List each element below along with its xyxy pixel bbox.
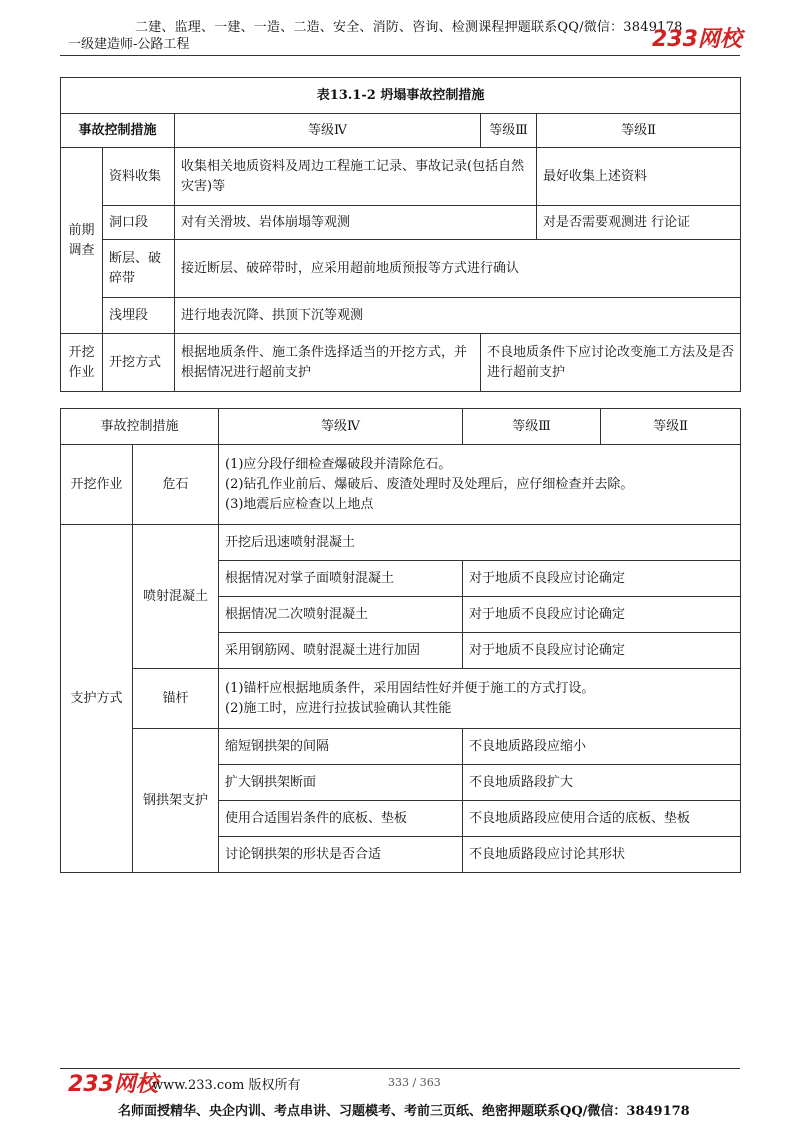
group-excavation: 开挖作业 bbox=[61, 334, 103, 392]
cell-grade-iv: 缩短钢拱架的间隔 bbox=[219, 729, 463, 765]
cell-all-grades: 接近断层、破碎带时，应采用超前地质预报等方式进行确认 bbox=[175, 240, 741, 298]
header-grade-iv: 等级Ⅳ bbox=[219, 409, 463, 445]
list-item: (1)应分段仔细检查爆破段并清除危石。 bbox=[225, 456, 452, 472]
header-measures: 事故控制措施 bbox=[61, 409, 219, 445]
cell-all-grades bbox=[219, 669, 741, 729]
list-item: (2)钻孔作业前后、爆破后、废渣处理时及处理后，应仔细检查并去除。 bbox=[225, 476, 634, 492]
item-anchor: 锚杆 bbox=[133, 669, 219, 729]
cell-grade-ii: 不良地质路段扩大 bbox=[463, 765, 741, 801]
cell-grade-iv: 收集相关地质资料及周边工程施工记录、事故记录(包括自然灾害)等 bbox=[175, 148, 537, 206]
collapse-control-table bbox=[60, 77, 741, 392]
header-grade-iii: 等级Ⅲ bbox=[481, 114, 537, 148]
cell-grade-ii: 不良地质条件下应讨论改变施工方法及是否进行超前支护 bbox=[481, 334, 741, 392]
cell-grade-ii: 对于地质不良段应讨论确定 bbox=[463, 633, 741, 669]
header-ad-line: 二建、监理、一建、一造、二造、安全、消防、咨询、检测课程押题联系QQ/微信：3849178 bbox=[135, 20, 683, 35]
cell-grade-iv: 根据地质条件、施工条件选择适当的开挖方式，并根据情况进行超前支护 bbox=[175, 334, 481, 392]
cell-all-grades: 开挖后迅速喷射混凝土 bbox=[219, 525, 741, 561]
header-measures: 事故控制措施 bbox=[61, 114, 175, 148]
cell-grade-ii: 对于地质不良段应讨论确定 bbox=[463, 561, 741, 597]
item-steel-arch: 钢拱架支护 bbox=[133, 729, 219, 873]
group-excavation: 开挖作业 bbox=[61, 445, 133, 525]
list-item: (1)锚杆应根据地质条件，采用固结性好并便于施工的方式打设。 bbox=[225, 680, 595, 696]
footer-divider bbox=[60, 1068, 740, 1069]
list-item: (3)地震后应检查以上地点 bbox=[225, 496, 374, 512]
cell-grade-ii: 不良地质路段应缩小 bbox=[463, 729, 741, 765]
collapse-control-table-continued bbox=[60, 408, 741, 873]
table-title: 表13.1-2 坍塌事故控制措施 bbox=[61, 78, 741, 114]
header-subject: 一级建造师-公路工程 bbox=[68, 37, 190, 52]
row-label: 开挖方式 bbox=[103, 334, 175, 392]
page-number: 333 / 363 bbox=[388, 1076, 441, 1089]
cell-grade-iv: 根据情况对掌子面喷射混凝土 bbox=[219, 561, 463, 597]
footer-copyright: www.233.com 版权所有 bbox=[152, 1078, 301, 1093]
header-grade-iii: 等级Ⅲ bbox=[463, 409, 601, 445]
cell-grade-iv: 对有关滑坡、岩体崩塌等观测 bbox=[175, 206, 537, 240]
cell-grade-ii: 对是否需要观测进 行论证 bbox=[537, 206, 741, 240]
footer-logo: 233网校 bbox=[68, 1072, 158, 1097]
list-item: (2)施工时，应进行拉拔试验确认其性能 bbox=[225, 700, 452, 716]
row-label: 断层、破碎带 bbox=[103, 240, 175, 298]
row-label: 浅埋段 bbox=[103, 298, 175, 334]
item-loose-rock: 危石 bbox=[133, 445, 219, 525]
group-support: 支护方式 bbox=[61, 525, 133, 873]
cell-grade-iv: 扩大钢拱架断面 bbox=[219, 765, 463, 801]
cell-grade-iv: 根据情况二次喷射混凝土 bbox=[219, 597, 463, 633]
cell-all-grades bbox=[219, 445, 741, 525]
group-pre-survey: 前期调查 bbox=[61, 148, 103, 334]
cell-grade-ii: 不良地质路段应使用合适的底板、垫板 bbox=[463, 801, 741, 837]
row-label: 洞口段 bbox=[103, 206, 175, 240]
cell-grade-ii: 最好收集上述资料 bbox=[537, 148, 741, 206]
row-label: 资料收集 bbox=[103, 148, 175, 206]
cell-all-grades: 进行地表沉降、拱顶下沉等观测 bbox=[175, 298, 741, 334]
cell-grade-ii: 对于地质不良段应讨论确定 bbox=[463, 597, 741, 633]
cell-grade-iv: 采用钢筋网、喷射混凝土进行加固 bbox=[219, 633, 463, 669]
header-grade-iv: 等级Ⅳ bbox=[175, 114, 481, 148]
cell-grade-iv: 使用合适围岩条件的底板、垫板 bbox=[219, 801, 463, 837]
cell-grade-iv: 讨论钢拱架的形状是否合适 bbox=[219, 837, 463, 873]
cell-grade-ii: 不良地质路段应讨论其形状 bbox=[463, 837, 741, 873]
footer-ad-line: 名师面授精华、央企内训、考点串讲、习题模考、考前三页纸、绝密押题联系QQ/微信：3849178 bbox=[118, 1104, 690, 1119]
item-shotcrete: 喷射混凝土 bbox=[133, 525, 219, 669]
header-divider bbox=[60, 55, 740, 56]
header-grade-ii: 等级Ⅱ bbox=[537, 114, 741, 148]
brand-logo: 233网校 bbox=[652, 27, 742, 52]
header-grade-ii: 等级Ⅱ bbox=[601, 409, 741, 445]
